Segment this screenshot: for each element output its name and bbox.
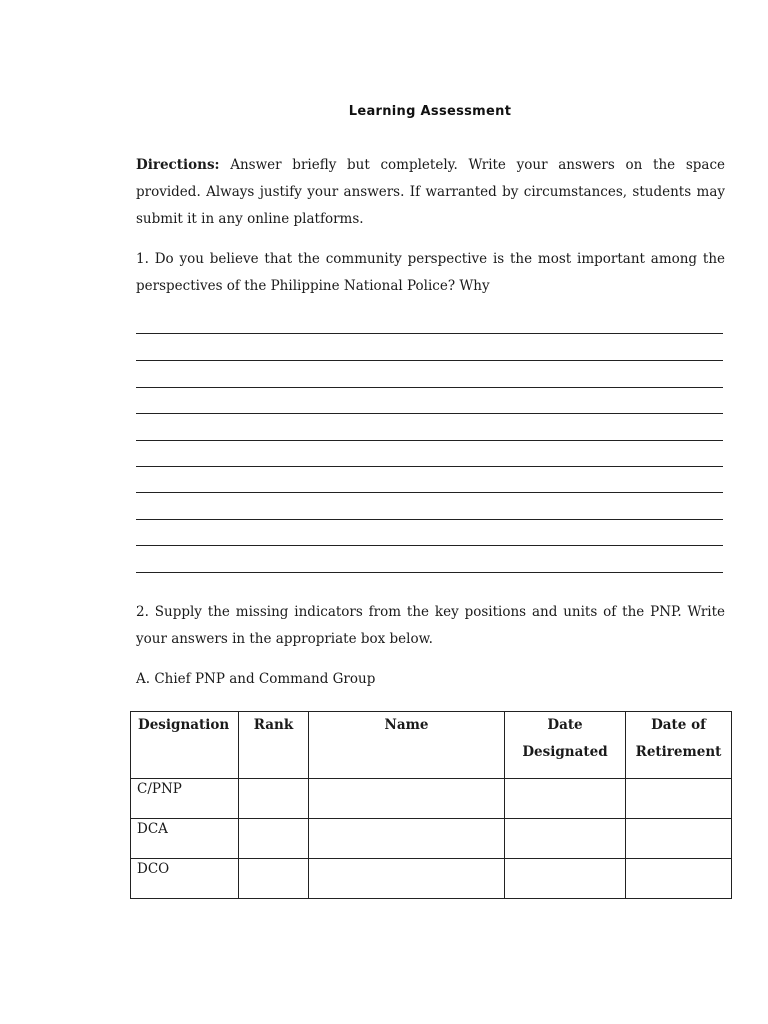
- header-date-retirement: [626, 712, 732, 779]
- command-group-table: [130, 711, 732, 899]
- cell-date-retirement[interactable]: [626, 819, 732, 859]
- answer-line[interactable]: [136, 360, 723, 386]
- cell-date-retirement[interactable]: [626, 779, 732, 819]
- cell-designation: DCA: [131, 819, 239, 859]
- header-date-designated-line2: Designated: [522, 744, 608, 760]
- cell-date-designated[interactable]: [505, 859, 626, 899]
- directions-paragraph: [136, 152, 725, 233]
- cell-name[interactable]: [309, 819, 505, 859]
- question-2: 2. Supply the missing indicators from the key positions and units of the PNP. Write your answers in the appropriate box below.: [136, 604, 725, 647]
- answer-line[interactable]: [136, 466, 723, 492]
- header-name: Name: [309, 712, 505, 779]
- answer-line[interactable]: [136, 387, 723, 413]
- cell-date-retirement[interactable]: [626, 859, 732, 899]
- header-date-designated-line1: Date: [547, 717, 583, 733]
- table-row: [131, 779, 732, 819]
- answer-line[interactable]: [136, 413, 723, 439]
- cell-name[interactable]: [309, 859, 505, 899]
- answer-line[interactable]: [136, 333, 723, 360]
- header-date-designated: [505, 712, 626, 779]
- answer-line[interactable]: [136, 492, 723, 518]
- header-rank: Rank: [239, 712, 309, 779]
- answer-line[interactable]: [136, 572, 723, 598]
- table-row: [131, 819, 732, 859]
- section-a-heading: A. Chief PNP and Command Group: [136, 671, 376, 687]
- cell-rank[interactable]: [239, 779, 309, 819]
- directions-label: Directions:: [136, 157, 220, 173]
- header-date-retirement-line1: Date of: [651, 717, 706, 733]
- table-header-row: [131, 712, 732, 779]
- cell-date-designated[interactable]: [505, 819, 626, 859]
- cell-designation: C/PNP: [131, 779, 239, 819]
- answer-line[interactable]: [136, 440, 723, 466]
- table-row: [131, 859, 732, 899]
- answer-lines-question-1[interactable]: [136, 333, 723, 598]
- question-1: 1. Do you believe that the community perspective is the most important among the perspectives of the Philippine National Police? Why: [136, 251, 725, 294]
- answer-line[interactable]: [136, 545, 723, 571]
- cell-rank[interactable]: [239, 819, 309, 859]
- cell-name[interactable]: [309, 779, 505, 819]
- cell-rank[interactable]: [239, 859, 309, 899]
- header-date-retirement-line2: Retirement: [635, 744, 722, 760]
- directions-text: Answer briefly but completely. Write your answers on the space provided. Always justify your answers. If warranted by circumstances, students may submit it in any online platforms.: [136, 157, 725, 227]
- answer-line[interactable]: [136, 519, 723, 545]
- page-title: Learning Assessment: [348, 104, 512, 119]
- header-designation: Designation: [131, 712, 239, 779]
- cell-date-designated[interactable]: [505, 779, 626, 819]
- cell-designation: DCO: [131, 859, 239, 899]
